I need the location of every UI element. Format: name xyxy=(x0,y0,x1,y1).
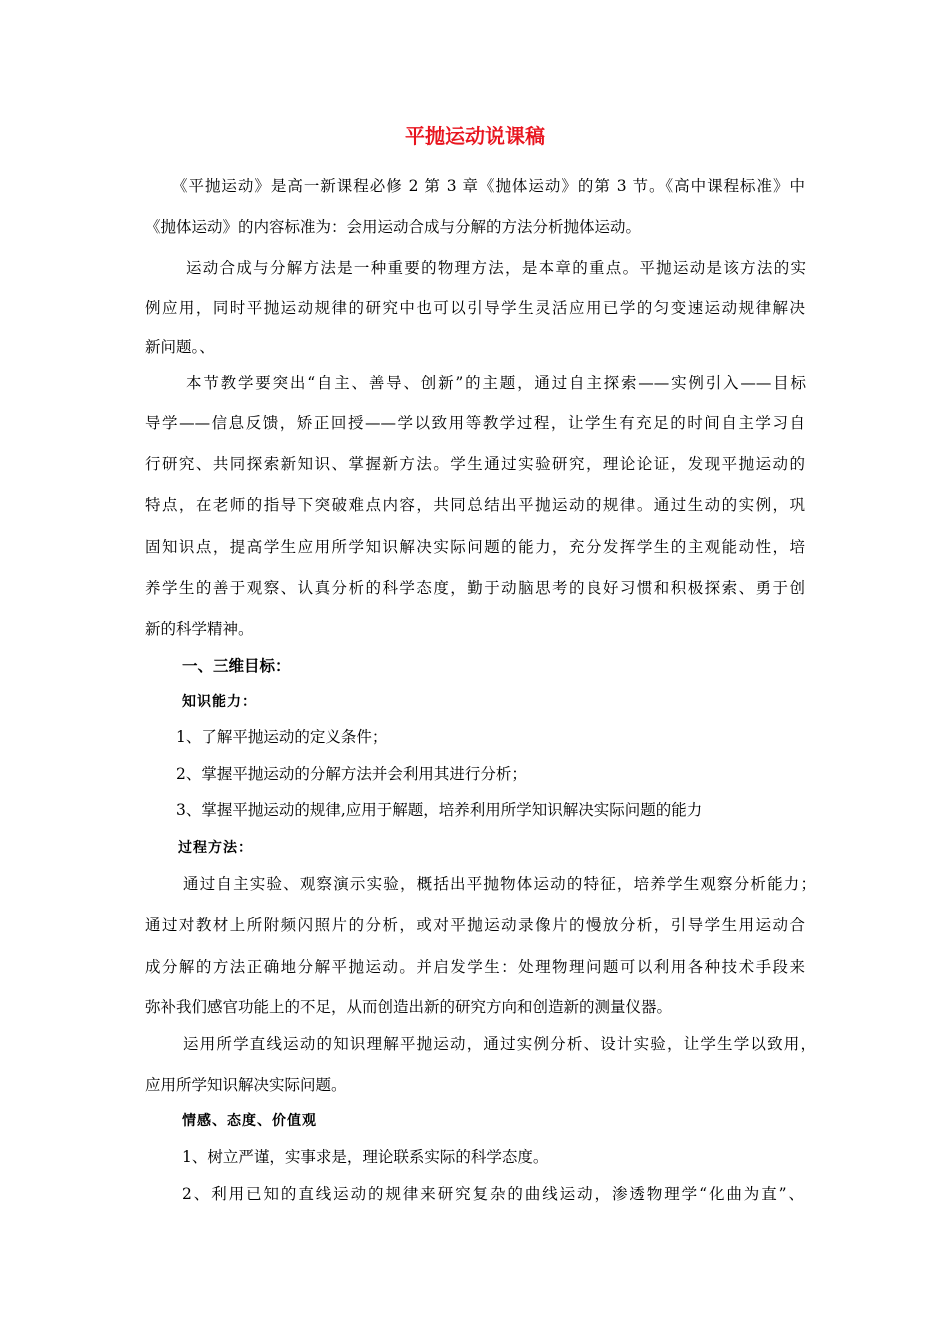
list-item: 3、掌握平抛运动的规律,应用于解题，培养利用所学知识解决实际问题的能力 xyxy=(176,801,703,819)
list-item: 1、了解平抛运动的定义条件； xyxy=(176,728,388,746)
paragraph-line: 新问题。、 xyxy=(145,338,215,356)
paragraph-line: 通过自主实验、观察演示实验，概括出平抛物体运动的特征，培养学生观察分析能力； xyxy=(183,875,816,893)
paragraph-line: 行研究、共同探索新知识、掌握新方法。学生通过实验研究，理论论证，发现平抛运动的 xyxy=(145,455,805,473)
section-heading: 一、三维目标： xyxy=(182,656,291,675)
paragraph-line: 通过对教材上所附频闪照片的分析，或对平抛运动录像片的慢放分析，引导学生用运动合 xyxy=(145,916,805,934)
list-item: 1、树立严谨，实事求是，理论联系实际的科学态度。 xyxy=(182,1148,549,1166)
subsection-heading: 知识能力： xyxy=(182,694,257,710)
paragraph-line: 新的科学精神。 xyxy=(145,620,254,638)
page-title: 平抛运动说课稿 xyxy=(405,124,545,148)
paragraph-line: 运动合成与分解方法是一种重要的物理方法，是本章的重点。平抛运动是该方法的实 xyxy=(186,259,806,277)
paragraph-line: 本节教学要突出“自主、善导、创新”的主题，通过自主探索——实例引入——目标 xyxy=(186,374,806,392)
paragraph-line: 弥补我们感官功能上的不足，从而创造出新的研究方向和创造新的测量仪器。 xyxy=(145,998,673,1016)
paragraph-line: 固知识点，提高学生应用所学知识解决实际问题的能力，充分发挥学生的主观能动性，培 xyxy=(145,538,805,556)
paragraph-line: 应用所学知识解决实际问题。 xyxy=(145,1076,347,1094)
paragraph-line: 养学生的善于观察、认真分析的科学态度，勤于动脑思考的良好习惯和积极探索、勇于创 xyxy=(145,579,805,597)
paragraph-line: 成分解的方法正确地分解平抛运动。并启发学生：处理物理问题可以利用各种技术手段来 xyxy=(145,958,805,976)
paragraph-line: 例应用，同时平抛运动规律的研究中也可以引导学生灵活应用已学的匀变速运动规律解决 xyxy=(145,299,805,317)
paragraph-line: 《平抛运动》是高一新课程必修 2 第 3 章《抛体运动》的第 3 节。《高中课程标准》中 xyxy=(172,177,805,195)
paragraph-line: 导学——信息反馈，矫正回授——学以致用等教学过程，让学生有充足的时间自主学习自 xyxy=(145,414,805,432)
list-item: 2、掌握平抛运动的分解方法并会利用其进行分析； xyxy=(176,765,527,783)
list-item: 2、利用已知的直线运动的规律来研究复杂的曲线运动，渗透物理学“化曲为直”、 xyxy=(182,1185,804,1203)
paragraph-line: 特点，在老师的指导下突破难点内容，共同总结出平抛运动的规律。通过生动的实例，巩 xyxy=(145,496,805,514)
subsection-heading: 过程方法： xyxy=(178,840,253,856)
subsection-heading: 情感、态度、价值观 xyxy=(182,1113,317,1129)
paragraph-line: 《抛体运动》的内容标准为：会用运动合成与分解的方法分析抛体运动。 xyxy=(145,218,642,236)
paragraph-line: 运用所学直线运动的知识理解平抛运动，通过实例分析、设计实验，让学生学以致用， xyxy=(183,1035,816,1053)
